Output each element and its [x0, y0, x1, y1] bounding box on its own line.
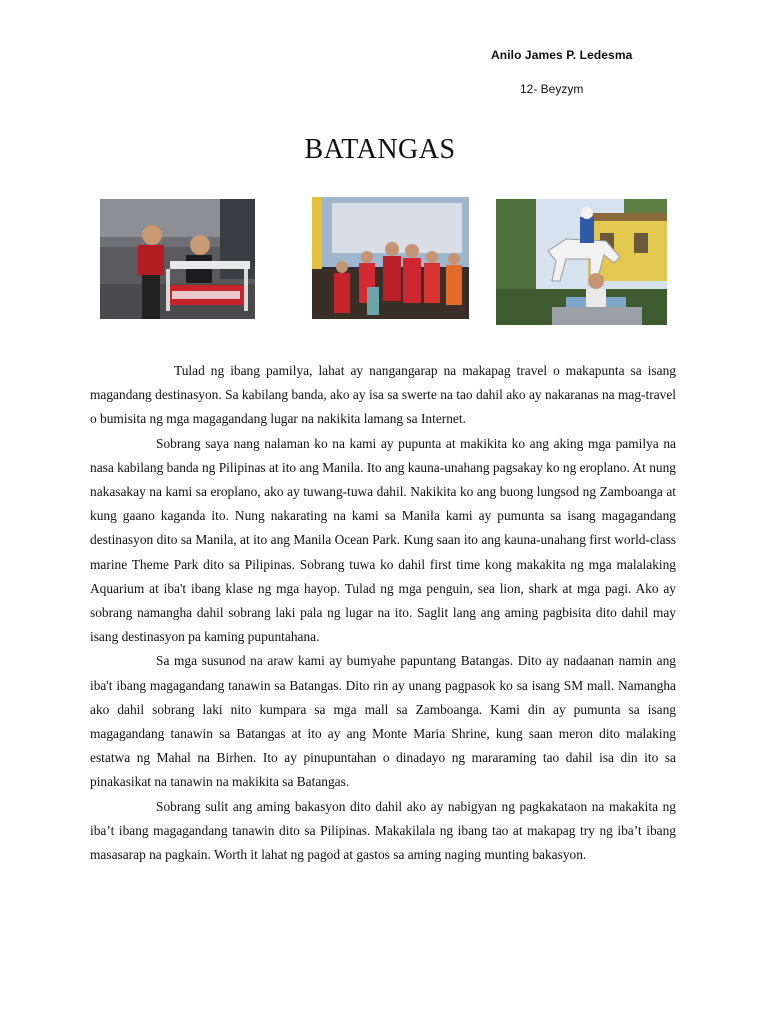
paragraph-2: Sobrang saya nang nalaman ko na kami ay pupunta at makikita ko ang aking mga pamilya na nasa kabilang banda ng Pilipinas at ito ang Manila. Ito ang kauna-unahang pagsakay ko ng eroplano. At nung nakasakay na kami sa eroplano, ako ay tuwang-tuwa dahil. Nakikita ko ang buong lungsod ng Zamboanga at kung gaano kaganda ito. Nung nakarating na kami sa Manila kami ay pumunta sa isang magagandang destinasyon dito sa Manila, at ito ang Manila Ocean Park. Kung saan ito ang kauna-unahang first world-class marine Theme Park dito sa Pilipinas. Sobrang tuwa ko dahil first time kong makakita ng mga malalaking Aquarium at iba't ibang klase ng mga hayop. Tulad ng mga penguin, sea lion, shark at mga pagi. Ako ay sobrang namangha dahil sobrang laki pala ng lugar na ito. Saglit lang ang aming pagbisita dito dahil may isang destinasyon pa kaming pupuntahana.: [90, 435, 676, 645]
horse-statue-photo: [496, 199, 667, 325]
paragraph-3: Sa mga susunod na araw kami ay bumyahe papuntang Batangas. Dito ay nadaanan namin ang iba't ibang magagandang tanawin sa Batangas. Dito rin ay unang pagpasok ko sa isang SM mall. Namangha ako dahil sobrang laki nito kumpara sa mga mall sa Zamboanga. Kami din ay pumunta sa isang magagandang tanawin sa Batangas at ito ay ang Monte Maria Shrine, kung saan meron dito malaking estatwa ng Mahal na Birhen. Ito ay pinupuntahan o dinadayo ng mararaming tao dahil isa din ito sa pinakasikat na tanawin na makikita sa Batangas.: [90, 653, 676, 790]
page-title: BATANGAS: [304, 134, 456, 165]
essay-body: [90, 359, 676, 867]
airport-children-photo: [100, 199, 255, 319]
ocean-park-family-photo: [312, 197, 469, 319]
section-name: 12- Beyzym: [520, 82, 584, 96]
author-name: Anilo James P. Ledesma: [491, 48, 633, 62]
paragraph-1: Tulad ng ibang pamilya, lahat ay nangangarap na makapag travel o makapunta sa isang magandang destinasyon. Sa kabilang banda, ako ay isa sa swerte na tao dahil ako ay nakaranas na mag-travel o bumisita ng mga magagandang lugar na nakikita lamang sa Internet.: [90, 363, 676, 427]
paragraph-4: Sobrang sulit ang aming bakasyon dito dahil ako ay nabigyan ng pagkakataon na makakita ng iba’t ibang magagandang tanawin dito sa Pilipinas. Makakilala ng ibang tao at makapag try ng iba’t ibang masasarap na pagkain. Worth it lahat ng pagod at gastos sa aming naging munting bakasyon.: [90, 798, 676, 863]
